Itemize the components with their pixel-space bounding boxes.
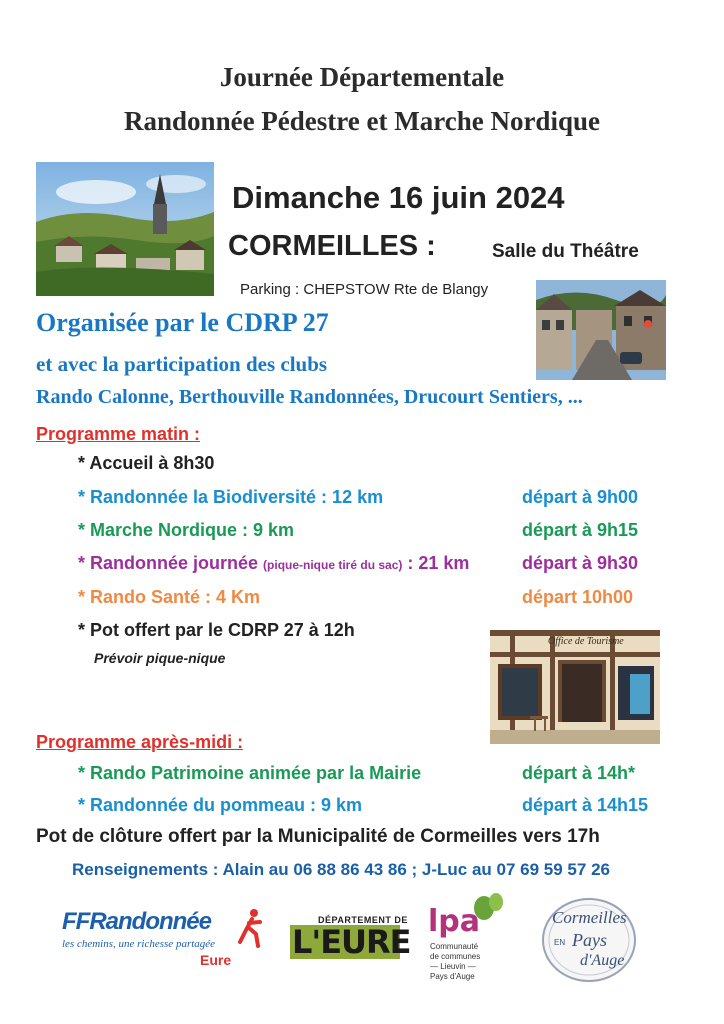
lpa-logo xyxy=(428,892,508,988)
journee-distance: : 21 km xyxy=(402,553,470,573)
morning-item-journee xyxy=(78,553,469,574)
ffr-name: FFRandonnée xyxy=(62,908,211,935)
event-venue: Salle du Théâtre xyxy=(492,241,639,262)
morning-departure-biodiversite: départ à 9h00 xyxy=(522,487,639,507)
afternoon-departure-patrimoine: départ à 14h* xyxy=(522,763,636,783)
contact-line: Renseignements : Alain au 06 88 86 43 86 ; J-Luc au 07 69 59 57 26 xyxy=(72,860,610,879)
morning-item-pot: * Pot offert par le CDRP 27 à 12h xyxy=(78,620,355,640)
event-parking: Parking : CHEPSTOW Rte de Blangy xyxy=(240,281,489,298)
lpa-text xyxy=(430,942,480,982)
village-church-photo xyxy=(36,162,214,296)
eure-top: DÉPARTEMENT DE xyxy=(318,915,408,925)
participation-line: et avec la participation des clubs xyxy=(36,352,328,376)
eure-logo xyxy=(290,915,411,963)
closing-line: Pot de clôture offert par la Municipalité de Cormeilles vers 17h xyxy=(36,826,600,847)
office-sign: Office de Tourisme xyxy=(548,636,624,647)
lpa-line-1: Communauté xyxy=(430,942,479,951)
hiker-icon xyxy=(236,908,266,948)
afternoon-heading: Programme après-midi : xyxy=(36,732,244,752)
cormeilles-logo xyxy=(540,896,638,984)
clubs-list: Rando Calonne, Berthouville Randonnées, Drucourt Sentiers, ... xyxy=(36,386,583,408)
afternoon-item-pommeau: * Randonnée du pommeau : 9 km xyxy=(78,795,363,815)
lpa-line-3: — Lieuvin — xyxy=(430,962,476,971)
eure-name: L'EURE xyxy=(292,923,411,961)
picnic-note: Prévoir pique-nique xyxy=(94,650,226,666)
street-photo xyxy=(536,280,666,380)
corm-en: EN xyxy=(554,938,566,947)
corm-name: Cormeilles xyxy=(552,908,627,927)
morning-departure-nordic: départ à 9h15 xyxy=(522,520,639,540)
corm-pays: Pays xyxy=(572,930,607,950)
tourist-office-photo xyxy=(490,630,660,744)
morning-departure-sante: départ 10h00 xyxy=(522,587,634,607)
corm-auge: d'Auge xyxy=(580,952,625,969)
morning-item-sante: * Rando Santé : 4 Km xyxy=(78,587,261,607)
afternoon-departure-pommeau: départ à 14h15 xyxy=(522,795,649,815)
event-date: Dimanche 16 juin 2024 xyxy=(232,180,565,215)
ffr-region: Eure xyxy=(200,952,232,968)
morning-departure-journee: départ à 9h30 xyxy=(522,553,639,573)
lpa-line-4: Pays d'Auge xyxy=(430,972,475,981)
event-city: CORMEILLES : xyxy=(228,230,436,262)
morning-item-biodiversite: * Randonnée la Biodiversité : 12 km xyxy=(78,487,384,507)
morning-heading: Programme matin : xyxy=(36,424,201,444)
title-line-2: Randonnée Pédestre et Marche Nordique xyxy=(124,106,600,136)
ffr-tagline: les chemins, une richesse partagée xyxy=(62,938,216,950)
lpa-name: lpa xyxy=(428,904,481,939)
afternoon-item-patrimoine: * Rando Patrimoine animée par la Mairie xyxy=(78,763,422,783)
journee-label: * Randonnée journée xyxy=(78,553,264,573)
morning-item-nordic: * Marche Nordique : 9 km xyxy=(78,520,295,540)
lpa-line-2: de communes xyxy=(430,952,481,961)
organizer-line: Organisée par le CDRP 27 xyxy=(36,308,329,337)
ffr-logo xyxy=(62,908,272,972)
title-line-1: Journée Départementale xyxy=(219,62,505,92)
morning-item-welcome: * Accueil à 8h30 xyxy=(78,453,215,473)
journee-picnic-note: (pique-nique tiré du sac) xyxy=(263,558,403,572)
